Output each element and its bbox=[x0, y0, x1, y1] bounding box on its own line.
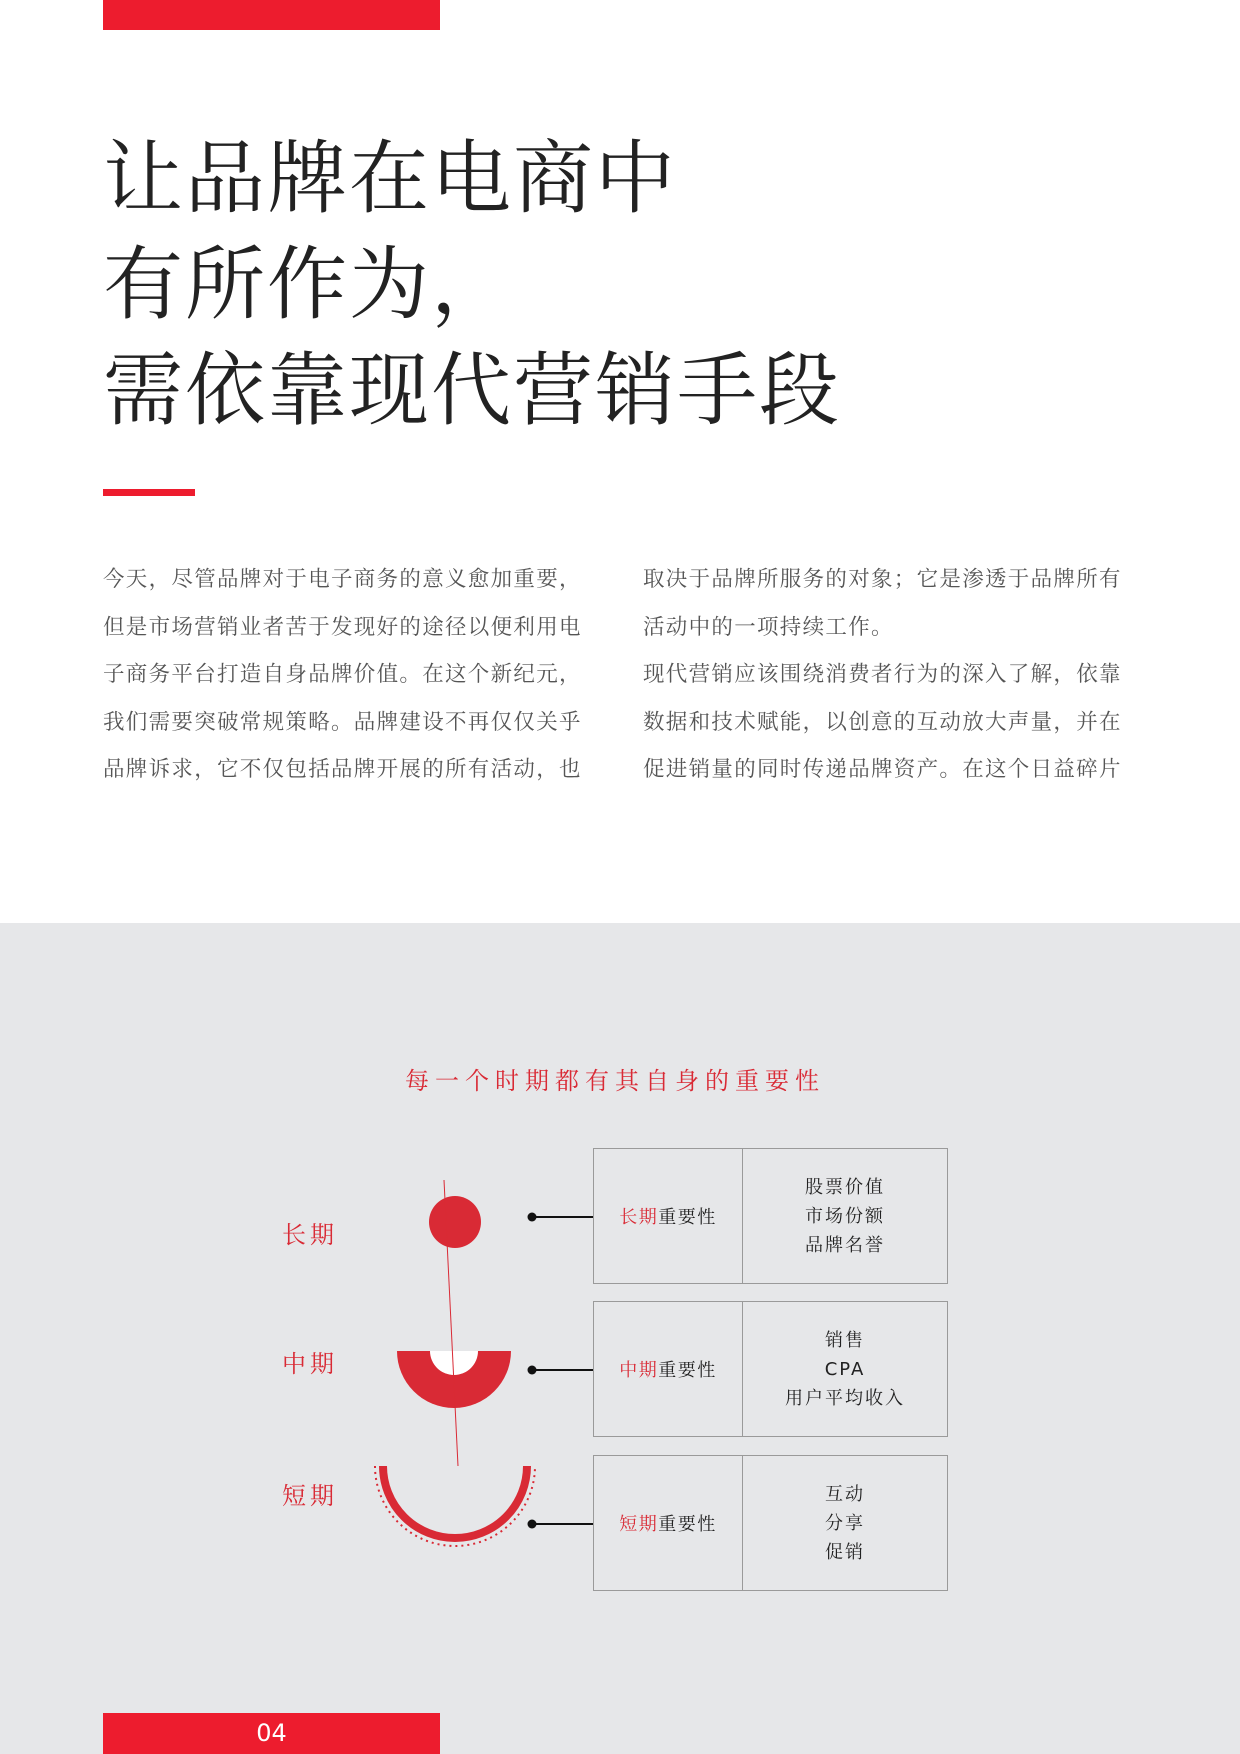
long-term-circle-icon bbox=[429, 1196, 481, 1248]
connector-dot-mid bbox=[528, 1366, 537, 1375]
title-line-3: 需依靠现代营销手段 bbox=[103, 344, 841, 437]
period-label-mid: 中期 bbox=[282, 1350, 338, 1378]
page-number: 04 bbox=[103, 1713, 440, 1754]
period-graphic bbox=[360, 1180, 600, 1560]
importance-title bbox=[594, 1456, 743, 1590]
importance-period: 短期 bbox=[619, 1514, 659, 1535]
title-line-2: 有所作为， bbox=[103, 238, 513, 331]
page-title bbox=[103, 126, 841, 444]
importance-suffix: 重要性 bbox=[658, 1514, 717, 1535]
importance-items bbox=[743, 1149, 947, 1283]
period-label-long: 长期 bbox=[282, 1221, 338, 1249]
importance-item: 分享 bbox=[825, 1512, 865, 1534]
body-column-left bbox=[103, 556, 603, 794]
importance-box-short bbox=[593, 1455, 948, 1591]
body-line: 但是市场营销业者苦于发现好的途径以便利用电 bbox=[103, 614, 582, 640]
importance-period: 中期 bbox=[619, 1360, 659, 1381]
importance-item: 促销 bbox=[825, 1541, 865, 1563]
title-underline bbox=[103, 489, 195, 496]
importance-item: 股票价值 bbox=[805, 1176, 885, 1198]
body-line: 我们需要突破常规策略。品牌建设不再仅仅关乎 bbox=[103, 709, 582, 735]
connector-dot-short bbox=[528, 1520, 537, 1529]
period-label-short: 短期 bbox=[282, 1482, 338, 1510]
importance-item: 互动 bbox=[825, 1483, 865, 1505]
importance-item: 用户平均收入 bbox=[785, 1387, 905, 1409]
body-line: 现代营销应该围绕消费者行为的深入了解，依靠 bbox=[643, 662, 1122, 687]
importance-items bbox=[743, 1302, 947, 1436]
body-line: 促进销量的同时传递品牌资产。在这个日益碎片 bbox=[643, 757, 1122, 782]
body-line: 今天，尽管品牌对于电子商务的意义愈加重要， bbox=[103, 567, 582, 592]
body-line: 活动中的一项持续工作。 bbox=[643, 614, 894, 640]
top-accent-bar bbox=[103, 0, 440, 30]
importance-item: CPA bbox=[824, 1358, 866, 1380]
importance-box-long bbox=[593, 1148, 948, 1284]
body-line: 品牌诉求，它不仅包括品牌开展的所有活动，也 bbox=[103, 757, 582, 782]
body-column-right bbox=[643, 556, 1143, 794]
connector-dot-long bbox=[528, 1213, 537, 1222]
body-line: 取决于品牌所服务的对象；它是渗透于品牌所有 bbox=[643, 567, 1122, 592]
body-line: 数据和技术赋能，以创意的互动放大声量，并在 bbox=[643, 709, 1122, 735]
importance-item: 市场份额 bbox=[805, 1205, 885, 1227]
importance-item: 销售 bbox=[825, 1329, 865, 1351]
diagram-subtitle: 每一个时期都有其自身的重要性 bbox=[405, 1067, 825, 1095]
importance-item: 品牌名誉 bbox=[805, 1234, 885, 1256]
importance-period: 长期 bbox=[619, 1207, 659, 1228]
body-line: 子商务平台打造自身品牌价值。在这个新纪元， bbox=[103, 662, 582, 687]
importance-items bbox=[743, 1456, 947, 1590]
importance-title bbox=[594, 1302, 743, 1436]
importance-title bbox=[594, 1149, 743, 1283]
importance-suffix: 重要性 bbox=[658, 1207, 717, 1228]
importance-suffix: 重要性 bbox=[658, 1360, 717, 1381]
importance-box-mid bbox=[593, 1301, 948, 1437]
title-line-1: 让品牌在电商中 bbox=[103, 132, 677, 225]
